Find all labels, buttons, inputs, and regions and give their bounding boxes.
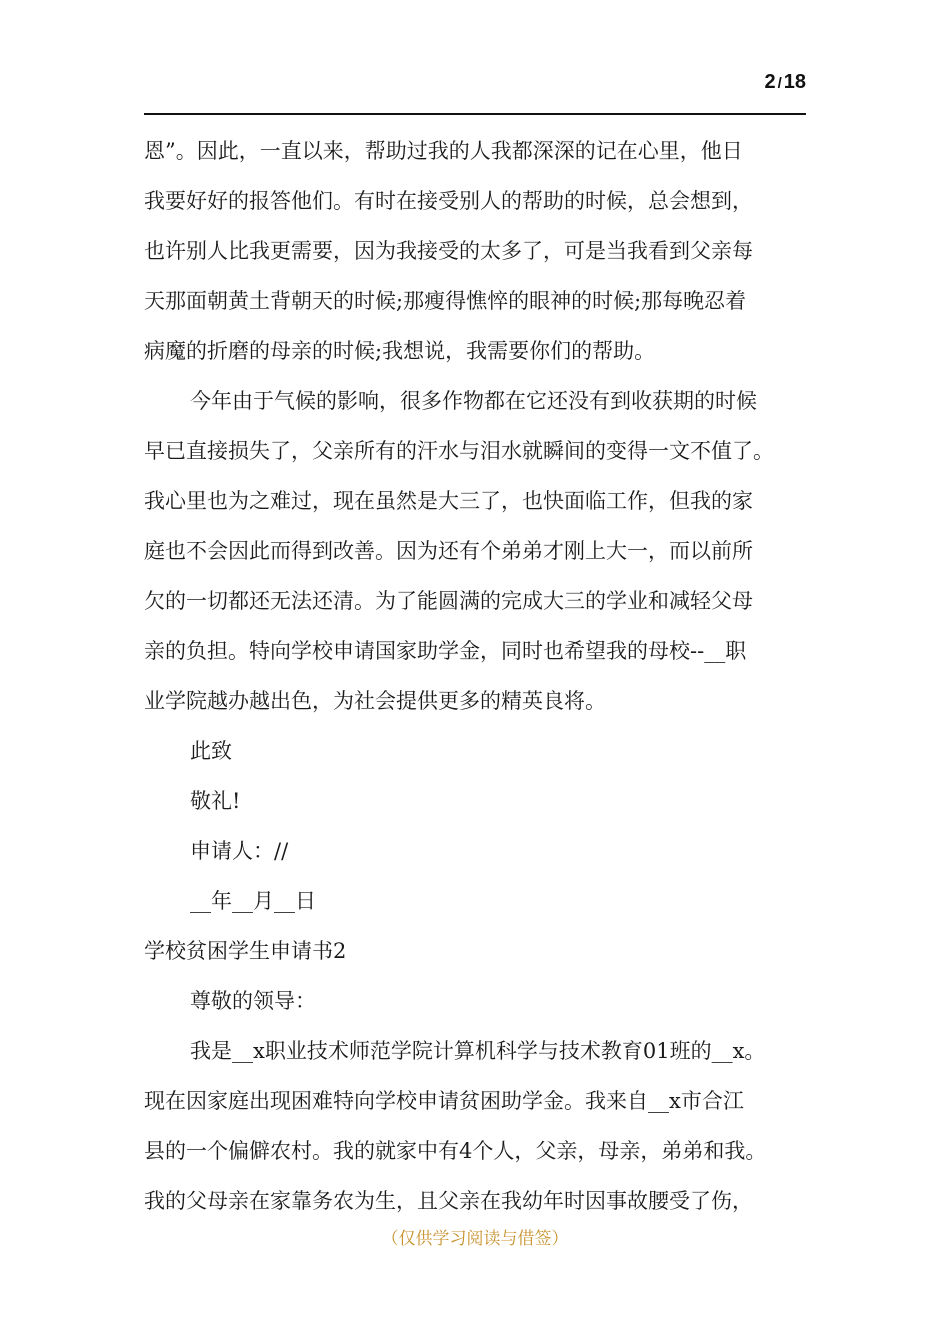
text-line: 我心里也为之难过，现在虽然是大三了，也快面临工作，但我的家: [144, 489, 753, 513]
page-separator: /: [777, 75, 782, 92]
text-line: 我是__x职业技术师范学院计算机科学与技术教育01班的__x。: [190, 1039, 766, 1063]
text-line: 亲的负担。特向学校申请国家助学金，同时也希望我的母校--__职: [144, 639, 747, 663]
section-title: 学校贫困学生申请书2: [144, 939, 347, 963]
text-line: 我要好好的报答他们。有时在接受别人的帮助的时候，总会想到，: [144, 189, 753, 213]
document-body: [144, 126, 819, 1226]
page-current: 2: [764, 71, 776, 93]
text-line: 天那面朝黄土背朝天的时候;那瘦得憔悴的眼神的时候;那每晚忍着: [144, 289, 747, 313]
text-line: 县的一个偏僻农村。我的就家中有4个人，父亲，母亲，弟弟和我。: [144, 1139, 767, 1163]
header-rule: [144, 113, 806, 115]
text-line: 我的父母亲在家靠务农为生，且父亲在我幼年时因事故腰受了伤，: [144, 1189, 753, 1213]
date-line: __年__月__日: [190, 889, 316, 913]
page-number: [764, 71, 806, 94]
text-line: 业学院越办越出色，为社会提供更多的精英良将。: [144, 689, 606, 713]
text-line: 现在因家庭出现困难特向学校申请贫困助学金。我来自__x市合江: [144, 1089, 744, 1113]
text-line: 早已直接损失了，父亲所有的汗水与泪水就瞬间的变得一文不值了。: [144, 439, 774, 463]
text-line: 今年由于气候的影响，很多作物都在它还没有到收获期的时候: [190, 389, 757, 413]
text-line: 恩”。因此，一直以来，帮助过我的人我都深深的记在心里，他日: [144, 139, 743, 163]
footer-note: （仅供学习阅读与借签）: [381, 1229, 569, 1249]
greeting: 尊敬的领导：: [190, 989, 316, 1013]
closing-regards: 敬礼!: [190, 789, 241, 813]
text-line: 欠的一切都还无法还清。为了能圆满的完成大三的学业和减轻父母: [144, 589, 753, 613]
text-line: 庭也不会因此而得到改善。因为还有个弟弟才刚上大一，而以前所: [144, 539, 753, 563]
text-line: 病魔的折磨的母亲的时候;我想说，我需要你们的帮助。: [144, 339, 656, 363]
applicant-signature: 申请人：//: [190, 839, 289, 863]
page-total: 18: [783, 71, 806, 93]
text-line: 也许别人比我更需要，因为我接受的太多了，可是当我看到父亲每: [144, 239, 753, 263]
closing-salutation: 此致: [190, 739, 232, 763]
